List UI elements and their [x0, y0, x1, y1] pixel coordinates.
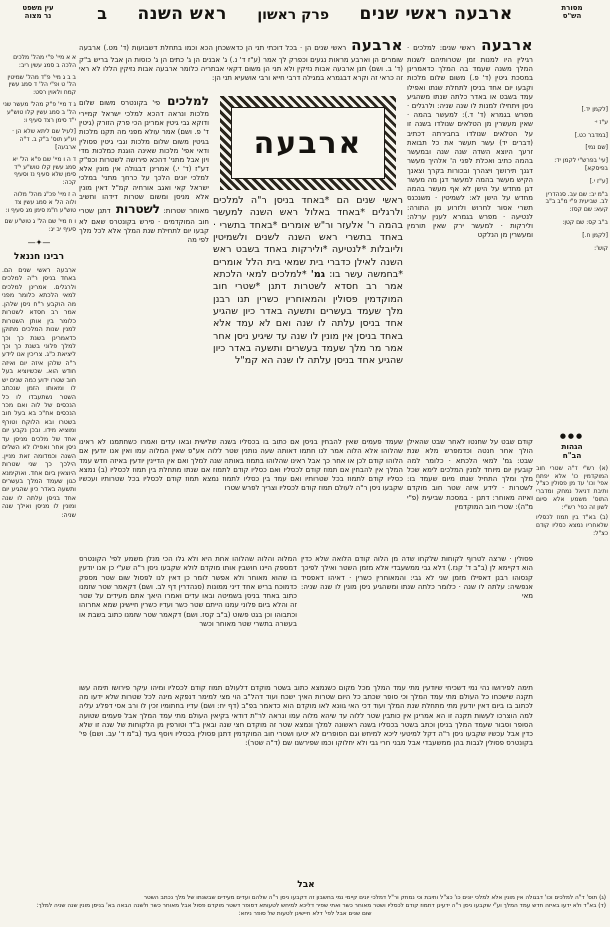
main-text-area [79, 36, 533, 893]
tosafot-header-lishtarot: לשטרות [115, 202, 161, 217]
tosafot-opening [79, 36, 403, 94]
hagahot-habach-block [536, 432, 608, 538]
masoret-ref: ע"ז י· [594, 118, 608, 126]
masoret-title-line2: הש"ס [562, 12, 582, 21]
bach-entry: (א) רש"י ד"ה שטרי חוב המוקדמין כו' אלא יפתח אפי' וכו' עד מן פסולין כצ"ל ותיבת דניאל נמחק ומדברי התוס' משמע אלא סיום לשון זה כפי' רש"י: [536, 464, 608, 511]
masoret-ref: [ע"ז י.] [589, 177, 608, 185]
ein-mishpat-entry: ג ד מיי' פ"ק מהל' מעשר שני הל' ב סמג עשין קלו טוש"ע י"ד סימן רצד סעיף ו: [3, 100, 76, 124]
masoret-hashas-corner-title [536, 4, 608, 21]
gemara-label: גמ' [310, 269, 325, 281]
tosafot-dibbur-2: פי' בקונטרס משום שלום מלכות ונראה דהכא למלכי ישראל קמיירי ודוקא גבי גיטין אמרינן הכי פרק הזורק (גיטין ד' פ. ושם) אמר עולא מפני מה תקנו מלכות בגיטין משום שלום מלכות וגבי גיטין פסולין ודאי אפי' מלכות שאינה הוגנת כמלכות מדי ויון אבל מתני' דהכא פירושה לשטרות וכפ"ק דע"ז (ד' י.) אמרינן דבגולה אין מונין אלא למלכי יונים הלכך על כרחך מתני' במלכי ישראל קאי ואגב אורחיה קמ"ל דאין מונין אלא מניסן ומשום שטרות דידהו וחשיב מאוחר שטרות: [79, 99, 209, 216]
middle-section-b [79, 555, 533, 682]
ornament-divider: —✦— [27, 237, 51, 247]
rashi-continuation: קודם שבט על שחנטו לאחר שבט שהאילן הולך אחר חנטה וכדמפרש מלא שנת שבט: גמ' למאי הלכתא · כלומר למה קובעין יום מיוחד למנין המלכים לימא שכל מלך ומלך התחיל שנתו מיום שעמד בו: לשטרות · לידע איזה שטר חוב מוקדם ואיזה מאוחר: דתנן · במסכת שביעית (פ"י מ"ה): שטרי חוב המוקדמין [407, 438, 533, 511]
masoret-ref: [עי' בפרש"י לקמן יד: בפיסקא] [554, 157, 608, 172]
masoret-ref: [שם נמי] [585, 144, 608, 152]
tosafot-header-lamlachim: למלכים [167, 94, 209, 108]
masoret-ref: ב"מ יב: שם עב. סנהדרין לב. שביעית פ"י מ"ב ב"ב קעא: שם קסז: [545, 190, 608, 214]
tosafot-narrow-block: המלוה והלוה שהלוהו אחת היא ולא גלו הכי מנלן משמע לפי' הקונטרס דמספק היינו חושבין אותו מוקדם לולא שקבעו ניסן ר"ה שע"י כן אנו יודעין בו שהוא מאוחר ולא אפשר לומר כן דאין לנו לפסול שום שטר מספק כדמוכח בריש אחד דיני ממונות (סנהדרין דף לב. ושם) דקאמר שטר שזמנו כתוב באחד בניסן בשמיטה ובאו עדים ואמרו היאך אתם מעידים על שטר זה והלא ביום פלוני עמנו הייתם שטר כשר ועדיו כשרין חיישינן שמא אחרוהו וכתבוהו וכן בגט פשוט (ב"ב קסז. ושם) דקאמר שטר שזמנו כתוב בשבת או בעשרה בתשרי שטר מאוחר וכשר [79, 555, 297, 628]
masoret-ref: קוש': [594, 244, 608, 252]
middle-section-a [79, 438, 533, 553]
section-marker: ●●● [559, 432, 585, 441]
masoret-hashas-column [536, 36, 608, 893]
ein-mishpat-entry: א א מיי' פ"י מהל' מלכים הלכה ב סמג עשין ריב: [13, 54, 76, 69]
masoret-ref: [לקמן יד.] [581, 106, 608, 113]
ein-mishpat-title-line2: נר מצוה [24, 12, 52, 21]
bottom-notes [2, 894, 608, 919]
ein-mishpat-block [2, 54, 76, 234]
rashi-column [407, 36, 533, 436]
headpiece-inner-panel [231, 107, 385, 179]
ein-mishpat-entry: [לעיל שם ליתא שלא הן · וע"ע תוס' ב"ק ב. ד"ה ארבעה] [12, 128, 76, 151]
masoret-ref: ב"ב קס: שם קטן: [562, 218, 608, 226]
ein-mishpat-corner-title [2, 4, 74, 21]
headpiece-word: ארבעה [253, 125, 363, 161]
ein-mishpat-title-line1: עין משפט [22, 4, 54, 12]
bach-entry: (ב) בא"ד בין תמוז לכסליו שלאחריו נמצא כסליו קודם כצ"ל: [536, 514, 608, 538]
tosafot-dibbur-3: דתנן שטרי חוב המוקדמים · פירש בקונטרס שאם לא קבעו יום לתחילת שנת המלך אלא לכל מלך לפי מה [79, 207, 209, 245]
ein-mishpat-entry: ב ב ג מיי' פ"ד מהל' שמיטין הל' ט ופ"י הל' ד סמג עשין קמח ולאוין רסט: [7, 73, 76, 97]
rabbeinu-chananel-text: ארבעה ראשי שנים הם. באחד בניסן ר"ה למלכים ולרגלים. אמרינן למלכים למאי הלכתא כלומר מפני מה הוקבע ר"ח ניסן שלהן. אמר רב חסדא לשטרות כלומר בין אותן השטרות למנין שנות המלכים מתוקן כדאמרינן בשנת כך וכך למלך פלוני בשנת כך וכך ליציאת כ"ג. צריכין אנו לידע ר"ה שלהן איזה יום ואיזה חודש הוא. שכשיוציא בעל חוב שטרו ידוע כמה שנים יש לו ומאותו הזמן שנכתב השטר נשתעבדו לו כל הנכסים של לוה ואם מכר הנכסים אח"כ בא בעל חוב בשטרו ובא הלוקח וטורף ומוציא מידו. ובכן נקבע יום אחד של מלכים מניסן עד ניסן אחר ואפילו לא השלים השנה וכמדומה זאת מניין. הילכך כך שני שטרות היוצאין ביום אחד. ואוקימנא כגון שעמד המלך בעשרים ותשעה באדר כיון שהגיע יום אחד בניסן עלתה לו שנה ומונין לו מניסן ואילך שנה שניה: [2, 267, 76, 519]
tosafot-wide-block: שעמד פעמים שאין להבחין בניסן אם כתוב בו בכסליו בשנה שלישית ובאו עדים ואמרו כשחתמנו לא ראינו שהלוהו אלא הלוה אמר לנו חתמו דאותה שעה נותנין שטר ללוה אע"פ שאין המלוה עמו ואין אנו יודעין אם הלוהו קודם לכן או אחר כך אבל ראינו שהלוהו בתמוז באותה שנה למלך ואם אין הדיינין יודעין באיזה חדש עמד המלך אין להבחין אם תמוז קודם לכסליו ואם כסליו קודם לתמוז אם שנתו מתחלת בין תמוז לכסליו (ב) נמצא כסליו קודם לתמוז בכל שטרותיו ואם עמד בין כסליו לתמוז נמצא תמוז קודם לכסליו בכל שטרותיו ועכשיו שקבעו ניסן ר"ה לעולם תמוז קודם לכסליו וצריך לפרש שטרו [79, 438, 403, 493]
rashi-wide-block: פסולין · שרצה לטרוף לקוחות שלקחו שדה מן הלוה קודם הלואה שלא כדין הוא דקיימא לן (ב"ב ד' קנז.) דלא גבי ממשעבדי אלא מזמן השטר ואילך לפיכך קנסוהו רבנן דאפילו מזמן שני לא גבי: והמאוחרין כשרין · דאיהו דאפסיד אנפשיה: עלתה לו שנה · כלומר כלתה שנתו ומשהגיע ניסן מונין לו שנה שניה: מאי [301, 555, 533, 601]
gemara-text [213, 195, 403, 368]
tosafot-opening-word: ארבעה [351, 36, 403, 54]
rashi-opening-word: ארבעה [481, 36, 533, 54]
running-head [74, 4, 536, 24]
bottom-note-line: (ד) בא"ד ולא ידעו באיזה חדש עמד המלך וע"י שקבעו ניסן ר"ה ידעינן דתמוז קודם לכסליו ושטר מאוחר כשר ואתי שפיר דליכא למיחש לטעותא דסופר דשטר מוקדם פסול אבל מאוחר כשר ולשנה הבאה בא' בניסן מונין שנה שניה למלך: [36, 902, 606, 909]
bottom-note-line: שום שנים אבל לפי' דלא חיישינן לטעות של סופר ניחא: [238, 910, 372, 917]
page-header [2, 4, 608, 36]
mishnah-text: ראשי שנים הם *באחד בניסן ר"ה למלכים ולרגלים *באחד באלול ראש השנה למעשר בהמה ר' אלעזר ור"ש אומרים *באחד בתשרי · באחד בתשרי ראש השנה לשנים ולשמיטין וליובלות *לנטיעה *ולירקות באחד בשבט ראש השנה לאילן כדברי בית שמאי בית הלל אומרים *בחמשה עשר בו: [213, 195, 403, 281]
rashi-text-top: ראשי שנים: למלכים · רגילין היו למנות זמן שטרותיהם לשנות המלך משנה שעמד בה המלך כדאמרינן במסכת גיטין (ד' פ.) משום שלום מלכות וקבעו יום אחד בניסן לתחלת שנתו ואפילו עמד בשבט או באדר כלתה שנתו משהגיע ניסן ויתחילו למנות לו שנה שניה: ולרגלים · מפרש בגמרא (ד' ד.): למעשר בהמה · שאין מעשרין מן הטלאים שנולדו בשנה זו על הטלאים שנולדו בחבירתה דכתיב (דברים יד) עשר תעשר את כל תבואת זרעך היוצא השדה שנה שנה ובמעשר בהמה כתיב ואכלת לפני ה' אלהיך מעשר דגנך תירושך ויצהרך ובכורות בקרך וצאנך הקיש מעשר בהמה למעשר דגן מה מעשר דגן מחדש על הישן לא אף מעשר בהמה מחדש על הישן לא: לשמיטין · משנכנס תשרי אסור לחרוש ולזרוע מן התורה: לנטיעה · מפרש בגמרא לענין ערלה: ולירקות · למעשר ירק שאין תורמין ומעשרין מן הנלקט [407, 44, 533, 240]
sugya-text: *למלכים למאי הלכתא אמר רב חסדא לשטרות דתנן *שטרי חוב המוקדמין פסולין והמאוחרין כשרין תנו רבנן מלך שעמד בעשרים ותשעה באדר כיון שהגיע אחד בניסן עלתה לו שנה ואם לא עמד אלא באחד בניסן אין מונין לו שנה עד שיגיע ניסן אחר אמר מר מלך שעמד בעשרים ותשעה באדר כיון שהגיע אחד בניסן עלתה לו שנה הא קמ"ל [213, 269, 403, 367]
masoret-refs [536, 106, 608, 252]
gemara-tosafot-area [79, 36, 403, 436]
rabbeinu-chananel-title: רבינו חננאל [13, 252, 65, 263]
masoret-ref: [במדבר כט.] [574, 131, 608, 139]
bach-title-line2: הב"ח [562, 451, 582, 461]
chapter-name: ארבעה ראשי שנים [359, 4, 513, 24]
tosafot-column [79, 94, 209, 436]
page-body [2, 36, 608, 893]
upper-section [79, 36, 533, 436]
left-margin-column [2, 36, 76, 893]
bach-title-line1: הגהות [561, 442, 583, 452]
daf-letter: ב [97, 4, 108, 23]
hagahot-habach-title [536, 443, 608, 460]
masoret-ref: [לקמן ח.] [582, 231, 608, 239]
perek-label: פרק ראשון [257, 7, 330, 23]
ein-mishpat-entry: ד ה ו מיי' שם פ"א הל' יא סמג עשין קלו טוש"ע י"ד סימן שלא סעיף נז וסעיף קכה: [12, 155, 76, 187]
masoret-title-line1: מסורת [561, 4, 583, 12]
masechet-name: ראש השנה [137, 4, 227, 24]
ein-mishpat-entry: ו ח מיי' שם הל' ג טוש"ע שם סעיף יב יג: [4, 218, 76, 234]
rabbeinu-chananel-block [2, 252, 76, 520]
bottom-note-line: (ג) תוס' ד"ה למלכים וכו' דבגולה אין מונין אלא למלכי יונים כו' כצ"ל ותיבת וכי נמחק ור"ל דמלכי יונים קיימי נמי בחשבון זה דקבעו ניסן ר"ה שלהם ועדים מעידים שבשנתו של מלך נכתב השטר [143, 895, 606, 901]
decorative-headpiece-frame [220, 96, 396, 190]
tosafot-dibbur-1: ראשי שנים הן · בכל דוכתי תני הן כדאשכחן הכא וכמו בתחלת דשבועות (ד' מט.) ארבעה שומרים הן וארבע מראות נגעים וכפרק לך אמר (ע"ז ד' נ.) ג' אבנים הן ג' כתים הן ג' כוסות הן אבל בריש ב"ק (ד' ב. ושם) תנן ארבעה אבות נזיקין ולא תני הן משום דקאי אבתריה כלומר ארבעה אבות נזיקין הללו לא ראי זה כראי זה וקרא דבגמרא במגילה דרבי חייא ורבי אושעיא תני הן: [79, 44, 403, 83]
tosafot-catchword: אבל [297, 880, 315, 891]
gemara-column [213, 94, 403, 436]
tosafot-full-width-block: תימה לפירושו נהי נמי דשכיחי שיודעין מתי עמד המלך מכל מקום כשנמצא כתוב בשטר מוקדם דלעולם תמוז קודם לכסליו ומיהו עיקר פירושו תימה עשו תקנה שישכחו כל העולם מתי עמד המלך וכי סופר שכתב כל היום שטרות האיך ישכח ועוד דהל"ב הוי מצי למימר דנפקא מינה לכל שטרות שלא ידעו מה לכתוב בו ביום דאין יודעין מתי מתחלת שנת המלך ועוד דכי האי גוונא לאו מוקדם הוא כדאמר בפ"ב (דף יח: ושם) עדיו בחתומיו זכין לו ורב אסי דפליג עליה למה הוצרכו לעשות תקנה זו הא אמרינן אין כותבין שטר ללוה עד שיהא מלוה עמו ונראה לר"ת דודאי בקיאין העולם מתי עמד המלך אבל פעמים שטועה הסופר וסבור שעמד המלך בניסן וכתב בשטר בכסליו בשנה ראשונה למלך ונמצא שטר זה מוקדם חצי שנה ובאין ב"ד וטורפין מן הלקוחות של שנה זו שלא כדין אבל עכשיו שקבעו ניסן ר"ה דקל למיטעי ליכא למיחש וגם הסופרים לא יטעו ושטרי חוב המוקדמין דתנן פסולין בכסליו ויוסף בעד (ב"מ ד' עב. ושם) פי' בקונטרס פסולין לגבות בהן ממשעבדי אבל מבני חרי גבי ולא יחלוקו וכמו שפירשנו שם (ד"ה שטר): [79, 683, 533, 748]
ein-mishpat-entry: ה ז מיי' פכ"ג מהל' מלוה ולוה הל' א סמג עשין צד טוש"ע ח"מ סימן מג סעיף ו: [5, 190, 76, 214]
